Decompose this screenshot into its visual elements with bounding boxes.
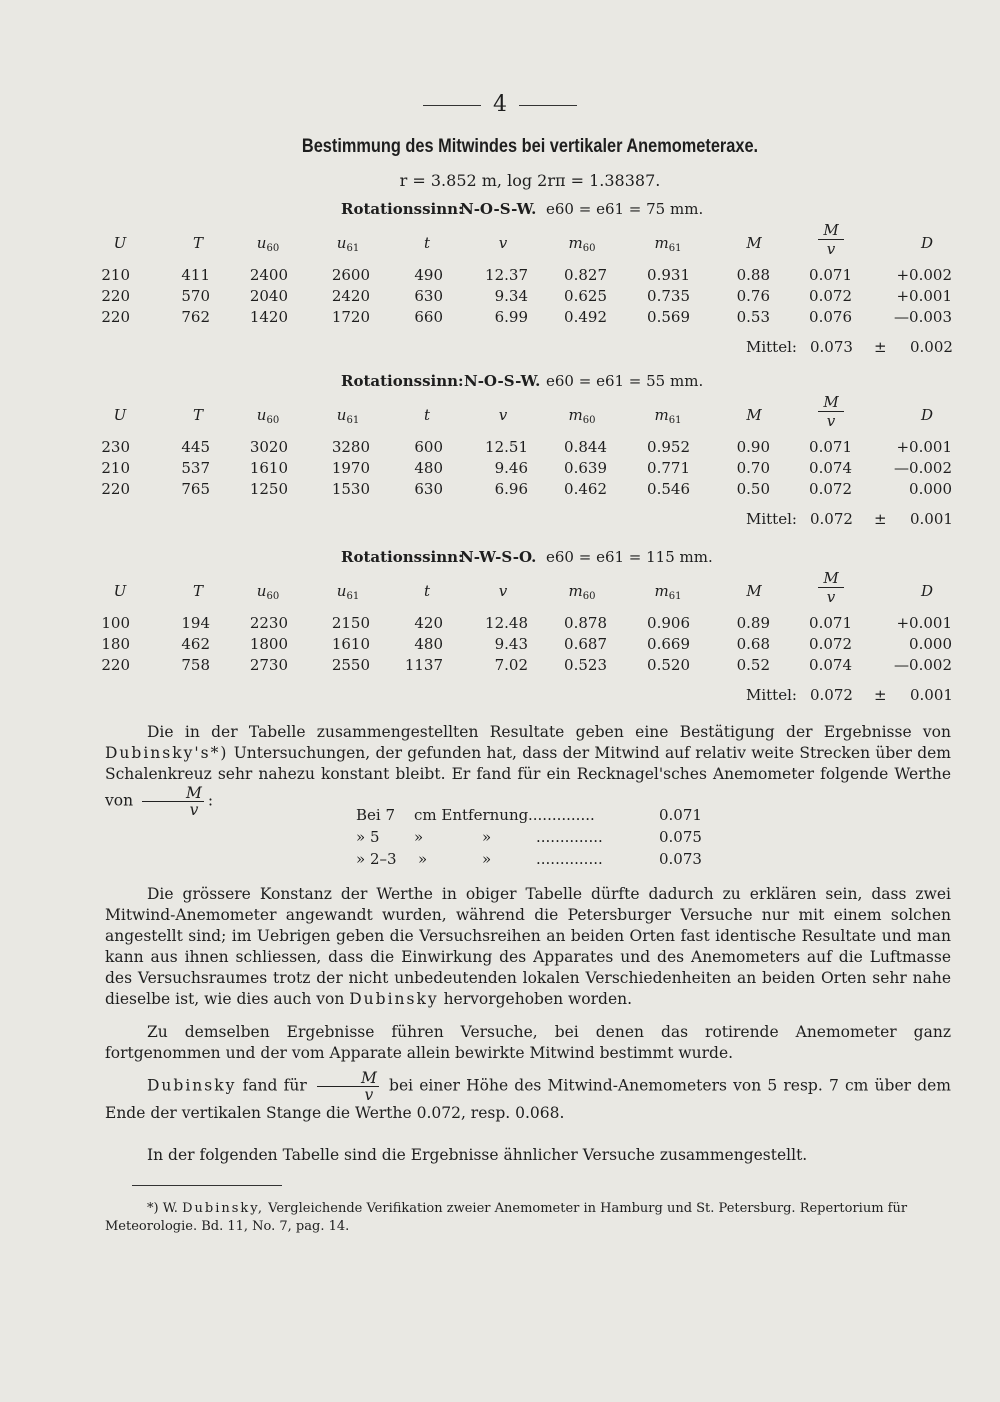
table-cell: 0.50 (736, 480, 770, 498)
values-list (356, 806, 716, 872)
rotation-direction: N-W-S-O. (460, 548, 537, 566)
list-item: Bei 7 cm Entfernung .............. 0.071 (356, 806, 702, 824)
author-name: Dubinsky's*) (105, 744, 229, 762)
table-cell: 2420 (331, 287, 370, 305)
column-header-u61: $u_{61}$ (336, 234, 360, 254)
column-header-U: U (113, 234, 127, 252)
column-header-t: t (423, 406, 431, 424)
column-header-m61: $m_{61}$ (654, 582, 682, 602)
table-cell: 194 (181, 614, 210, 632)
table-cell: 0.074 (809, 656, 852, 674)
table-cell: 0.90 (736, 438, 770, 456)
table-cell: 1800 (249, 635, 288, 653)
author-name: Dubinsky (147, 1076, 237, 1095)
table-cell: 0.735 (647, 287, 690, 305)
mittel-value: 0.072 (810, 510, 853, 528)
table-cell: 210 (101, 266, 130, 284)
table-cell: 490 (414, 266, 443, 284)
table-cell: 480 (414, 635, 443, 653)
table-cell: 2230 (249, 614, 288, 632)
table-cell: 480 (414, 459, 443, 477)
table-cell: 0.071 (809, 614, 852, 632)
table-cell: 7.02 (494, 656, 528, 674)
column-header-t: t (423, 582, 431, 600)
table-cell: 2040 (249, 287, 288, 305)
formula-line: r = 3.852 m, log 2rπ = 1.38387. (399, 171, 661, 190)
table-cell: 462 (181, 635, 210, 653)
table-cell: 0.931 (647, 266, 690, 284)
e-relation: e60 = e61 = 55 mm. (546, 372, 704, 390)
table-cell: 220 (101, 480, 130, 498)
table-cell: 0.52 (736, 656, 770, 674)
column-header-U: U (113, 582, 127, 600)
table-cell: 765 (181, 480, 210, 498)
column-header-T: T (192, 406, 203, 424)
plus-minus-sign: ± (874, 686, 887, 704)
table-cell: 0.000 (909, 480, 952, 498)
e-relation: e60 = e61 = 115 mm. (546, 548, 713, 566)
table-cell: 1970 (331, 459, 370, 477)
table-cell: 1610 (331, 635, 370, 653)
column-header-M: M (746, 234, 762, 252)
table-cell: 0.523 (564, 656, 607, 674)
table-cell: 0.952 (647, 438, 690, 456)
table-cell: 3280 (331, 438, 370, 456)
m-over-v-fraction: $\frac{M}{v}$ (142, 785, 204, 818)
mittel-error: 0.001 (910, 686, 953, 704)
paragraph-2: Die grössere Konstanz der Werthe in obiger Tabelle dürfte dadurch zu erklären sein, dass zwei Mitwind-Anemometer angewandt wurden, während die Petersburger Versuche nur mit einem solchen angestellt sind; im Uebrigen geben die Versuchsreihen an beiden Orten fast identische Resultate und man kann aus ihnen schliessen, dass die Einwirkung des Apparates und des Anemometers auf die Luftmasse des Versuchsraumes trotz der nicht unbedeutenden lokalen Verschiedenheiten an beiden Orten sehr nahe dieselbe ist, wie dies auch von Dubinsky hervorgehoben worden. (105, 885, 951, 1008)
table-cell: 0.687 (564, 635, 607, 653)
table-cell: —0.002 (894, 656, 952, 674)
table-cell: 1720 (331, 308, 370, 326)
table-cell: —0.003 (894, 308, 952, 326)
table-cell: —0.002 (894, 459, 952, 477)
rotation-label: Rotationssinn: (341, 372, 464, 390)
table-cell: 0.771 (647, 459, 690, 477)
table-cell: 762 (181, 308, 210, 326)
rotation-label: Rotationssinn: (341, 548, 464, 566)
table-cell: 9.46 (494, 459, 528, 477)
table-cell: 9.43 (494, 635, 528, 653)
footnote-author: Dubinsky, (182, 1201, 265, 1216)
table-cell: +0.001 (896, 614, 952, 632)
table-cell: 1250 (249, 480, 288, 498)
table-cell: 2730 (249, 656, 288, 674)
column-header-m61: $m_{61}$ (654, 406, 682, 426)
table-cell: 0.074 (809, 459, 852, 477)
page-number: 4 (0, 92, 1000, 117)
page-number-dash-right (519, 105, 577, 106)
column-header-M-over-v: $\frac{M}{v}$ (818, 569, 844, 606)
table-cell: 0.071 (809, 266, 852, 284)
table-cell: 9.34 (494, 287, 528, 305)
mittel-label: Mittel: (746, 686, 797, 704)
table-cell: 12.51 (485, 438, 528, 456)
column-header-u61: $u_{61}$ (336, 406, 360, 426)
table-cell: 0.844 (564, 438, 607, 456)
mittel-error: 0.001 (910, 510, 953, 528)
table-cell: 420 (414, 614, 443, 632)
table-cell: 630 (414, 287, 443, 305)
table-cell: 2550 (331, 656, 370, 674)
paragraph-3: Zu demselben Ergebnisse führen Versuche, bei denen das rotirende Anemometer ganz fortgenommen und der vom Apparate allein bewirkte Mitwind bestimmt wurde. (105, 1023, 951, 1062)
list-item: » 2–3 » » .............. 0.073 (356, 850, 702, 868)
column-header-t: t (423, 234, 431, 252)
footnote-rule (132, 1185, 282, 1186)
column-header-u60: $u_{60}$ (256, 582, 280, 602)
table-cell: 2150 (331, 614, 370, 632)
page-number-dash-left (423, 105, 481, 106)
m-over-v-fraction: $\frac{M}{v}$ (317, 1070, 379, 1103)
rotation-direction: N-O-S-W. (464, 372, 541, 390)
paragraph-1: Die in der Tabelle zusammengestellten Resultate geben eine Bestätigung der Ergebnisse von Dubinsky's*) Untersuchungen, der gefunden hat, dass der Mitwind auf relativ weite Strecken über dem Schalenkreuz sehr nahezu konstant bleibt. Er fand für ein Recknagel'sches Anemometer folgende Werthe von $\frac{M}{v}$ : (105, 723, 951, 819)
table-cell: 0.492 (564, 308, 607, 326)
table-cell: 100 (101, 614, 130, 632)
table-cell: 0.68 (736, 635, 770, 653)
table-cell: 1610 (249, 459, 288, 477)
table-cell: 1420 (249, 308, 288, 326)
table-cell: 0.906 (647, 614, 690, 632)
table-cell: +0.002 (896, 266, 952, 284)
column-header-D: D (920, 234, 934, 252)
mittel-error: 0.002 (910, 338, 953, 356)
table-cell: 6.96 (494, 480, 528, 498)
paragraph-5: In der folgenden Tabelle sind die Ergebnisse ähnlicher Versuche zusammengestellt. (147, 1146, 808, 1164)
column-header-v: v (498, 582, 508, 600)
table-cell: 180 (101, 635, 130, 653)
rotation-label: Rotationssinn: (341, 200, 464, 218)
column-header-M-over-v: $\frac{M}{v}$ (818, 393, 844, 430)
column-header-u61: $u_{61}$ (336, 582, 360, 602)
column-header-m61: $m_{61}$ (654, 234, 682, 254)
table-cell: 0.462 (564, 480, 607, 498)
table-cell: 660 (414, 308, 443, 326)
mittel-value: 0.072 (810, 686, 853, 704)
table-cell: 0.625 (564, 287, 607, 305)
table-cell: 0.071 (809, 438, 852, 456)
column-header-v: v (498, 406, 508, 424)
table-cell: 0.669 (647, 635, 690, 653)
mittel-value: 0.073 (810, 338, 853, 356)
table-cell: 0.53 (736, 308, 770, 326)
column-header-D: D (920, 406, 934, 424)
column-header-M-over-v: $\frac{M}{v}$ (818, 221, 844, 258)
table-cell: 0.520 (647, 656, 690, 674)
table-cell: 0.76 (736, 287, 770, 305)
table-cell: 600 (414, 438, 443, 456)
table-cell: 411 (181, 266, 210, 284)
column-header-M: M (746, 582, 762, 600)
column-header-m60: $m_{60}$ (568, 406, 596, 426)
table-cell: 0.000 (909, 635, 952, 653)
page-title: Bestimmung des Mitwindes bei vertikaler Anemometeraxe. (301, 136, 759, 157)
table-cell: 0.639 (564, 459, 607, 477)
table-cell: 2400 (249, 266, 288, 284)
table-cell: 230 (101, 438, 130, 456)
column-header-D: D (920, 582, 934, 600)
mittel-label: Mittel: (746, 510, 797, 528)
table-cell: 0.072 (809, 635, 852, 653)
column-header-T: T (192, 582, 203, 600)
table-cell: 220 (101, 656, 130, 674)
rotation-direction: N-O-S-W. (460, 200, 537, 218)
table-cell: 445 (181, 438, 210, 456)
table-cell: 2600 (331, 266, 370, 284)
table-cell: 210 (101, 459, 130, 477)
column-header-u60: $u_{60}$ (256, 406, 280, 426)
table-cell: 0.827 (564, 266, 607, 284)
table-cell: +0.001 (896, 438, 952, 456)
paragraph-4: Dubinsky fand für $\frac{M}{v}$ bei einer Höhe des Mitwind-Anemometers von 5 resp. 7 cm über dem Ende der vertikalen Stange die Werthe 0.072, resp. 0.068. (105, 1069, 951, 1122)
column-header-M: M (746, 406, 762, 424)
table-cell: 12.48 (485, 614, 528, 632)
table-cell: 1530 (331, 480, 370, 498)
table-cell: 0.569 (647, 308, 690, 326)
column-header-m60: $m_{60}$ (568, 234, 596, 254)
table-cell: 0.072 (809, 480, 852, 498)
table-cell: 3020 (249, 438, 288, 456)
table-cell: 0.89 (736, 614, 770, 632)
column-header-T: T (192, 234, 203, 252)
table-cell: 537 (181, 459, 210, 477)
footnote: *) W. Dubinsky, Vergleichende Verifikation zweier Anemometer in Hamburg und St. Petersburg. Repertorium für Meteorologie. Bd. 11, No. 7, pag. 14. (105, 1201, 908, 1234)
table-cell: 1137 (404, 656, 443, 674)
e-relation: e60 = e61 = 75 mm. (546, 200, 704, 218)
plus-minus-sign: ± (874, 338, 887, 356)
table-cell: 0.076 (809, 308, 852, 326)
table-cell: +0.001 (896, 287, 952, 305)
table-cell: 758 (181, 656, 210, 674)
table-cell: 0.70 (736, 459, 770, 477)
table-cell: 0.878 (564, 614, 607, 632)
column-header-v: v (498, 234, 508, 252)
table-cell: 0.88 (736, 266, 770, 284)
table-cell: 570 (181, 287, 210, 305)
table-cell: 12.37 (485, 266, 528, 284)
table-cell: 220 (101, 308, 130, 326)
table-cell: 0.546 (647, 480, 690, 498)
column-header-u60: $u_{60}$ (256, 234, 280, 254)
plus-minus-sign: ± (874, 510, 887, 528)
table-cell: 220 (101, 287, 130, 305)
table-cell: 630 (414, 480, 443, 498)
list-item: » 5 » » .............. 0.075 (356, 828, 702, 846)
table-cell: 6.99 (494, 308, 528, 326)
table-cell: 0.072 (809, 287, 852, 305)
column-header-m60: $m_{60}$ (568, 582, 596, 602)
column-header-U: U (113, 406, 127, 424)
author-name: Dubinsky (349, 990, 439, 1008)
mittel-label: Mittel: (746, 338, 797, 356)
